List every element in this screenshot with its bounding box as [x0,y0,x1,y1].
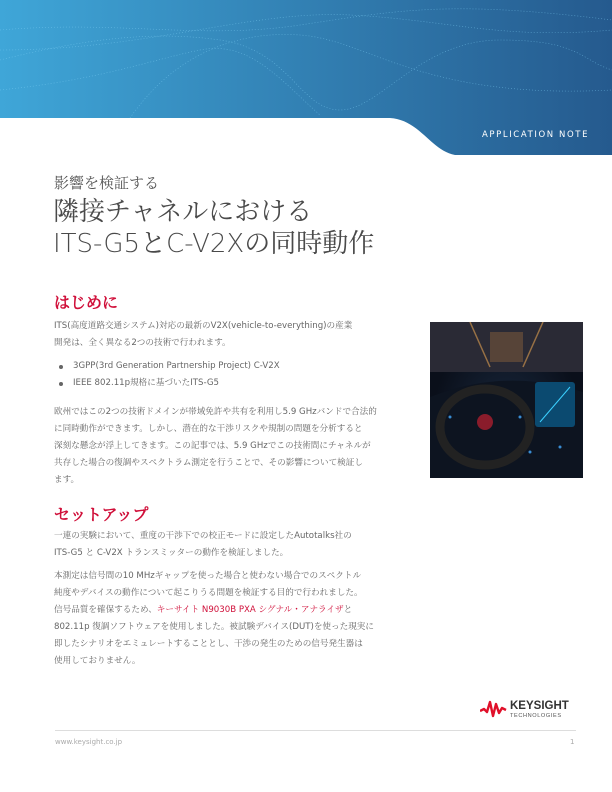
text-line: 純度やデバイスの動作について起こりうる問題を検証する目的で行われました。 [54,588,363,598]
text: 信号品質を確保するため、 [54,605,157,615]
text: と [343,605,353,615]
text-line: ます。 [54,475,80,485]
text-line: 使用しておりません。 [54,656,141,666]
intro-paragraph-2 [54,404,402,489]
text-line: 即したシナリオをエミュレートすることとし、干渉の発生のための信号発生器は [54,639,363,649]
text-line: 一連の実験において、重度の干渉下での校正モードに設定したAutotalks社の [54,531,352,541]
svg-text:KEYSIGHT: KEYSIGHT [510,700,569,712]
setup-paragraph [54,528,402,562]
text-line: ITS(高度道路交通システム)対応の最新のV2X(vehicle-to-everything)の産業 [54,321,353,331]
svg-text:TECHNOLOGIES: TECHNOLOGIES [510,713,562,719]
text-line: 共存した場合の復調やスペクトラム測定を行うことで、その影響について検証し [54,458,363,468]
text-line: 開発は、全く異なる2つの技術で行われます。 [54,338,231,348]
footer-divider [55,730,576,731]
bullet-item: 3GPP(3rd Generation Partnership Project) C-V2X [54,358,402,375]
bullet-item: IEEE 802.11p規格に基づいたITS-G5 [54,375,402,392]
keysight-logo [480,698,575,724]
text-line: ITS-G5 と C-V2X トランスミッターの動作を検証しました。 [54,548,289,558]
page-number: 1 [570,738,575,746]
section-heading-setup: セットアップ [54,505,149,524]
title-line-2: ITS-G5とC-V2Xの同時動作 [53,229,375,259]
text-line: 欧州ではこの2つの技術ドメインが帯域免許や共有を利用し5.9 GHzバンドで合法的 [54,407,377,417]
text-line: 深刻な懸念が浮上してきます。この記事では、5.9 GHzでこの技術間にチャネルが [54,441,371,451]
section-heading-intro: はじめに [54,293,119,312]
intro-paragraph [54,318,402,352]
document-title [53,196,374,260]
setup-paragraph-2 [54,568,402,670]
document-subtitle: 影響を検証する [54,174,160,192]
bullet-list [54,358,402,392]
text-line [54,602,402,619]
product-link[interactable]: キーサイト N9030B PXA シグナル・アナライザ [156,605,344,615]
document-type-label: APPLICATION NOTE [482,130,590,140]
car-interior-photo [430,322,583,478]
footer-url[interactable]: www.keysight.co.jp [55,738,123,746]
text-line: 802.11p 復調ソフトウェアを使用しました。被試験デバイス(DUT)を使った現実に [54,622,374,632]
title-line-1: 隣接チャネルにおける [53,197,313,227]
text-line: 本測定は信号間の10 MHzギャップを使った場合と使わない場合でのスペクトル [54,571,362,581]
text-line: に同時動作ができます。しかし、潜在的な干渉リスクや規制の問題を分析すると [54,424,363,434]
